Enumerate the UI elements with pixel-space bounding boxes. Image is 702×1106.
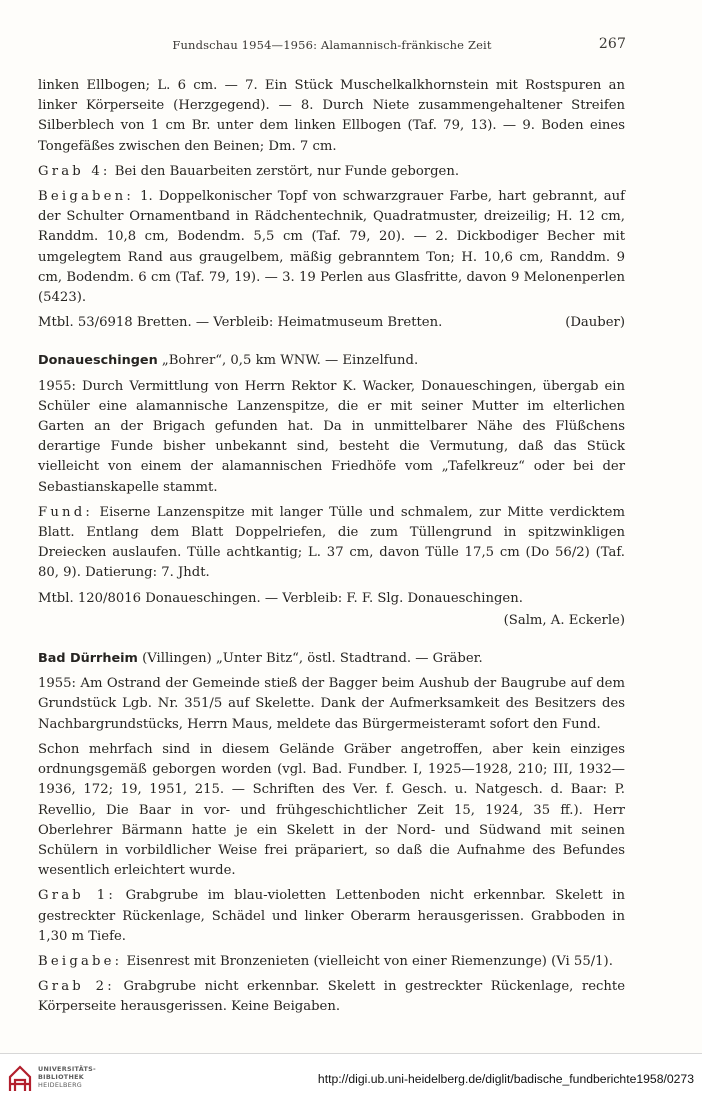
running-header [38,36,626,58]
permalink-url[interactable]: http://digi.ub.uni-heidelberg.de/diglit/badische_fundberichte1958/0273 [317,1072,694,1086]
duerrheim-grab1-label: Grab 1: [38,888,116,904]
duerrheim-grab2-text: Grabgrube nicht erkennbar. Skelett in gestreckter Rückenlage, rechte Körperseite herausgerissen. Keine Beigaben. [38,979,625,1015]
paragraph-donaueschingen-1955: 1955: Durch Vermittlung von Herrn Rektor K. Wacker, Donaueschingen, übergab ein Schüler eine alamannische Lanzenspitze, die er mit seiner Mutter im elterlichen Garten an der Brigach gefunden hat. Da in unmittelbarer Nähe des Flüßchens derartige Funde bisher unbekannt sind, besteht die Vermutung, daß das Stück vielleicht von einem der alamannischen Friedhöfe vom „Tafelkreuz“ oder bei der Sebastianskapelle stammt. [38,378,625,495]
beigaben-text: 1. Doppelkonischer Topf von schwarzgrauer Farbe, hart gebrannt, auf der Schulter Ornamentband in Rädchentechnik, Quadratmuster, dreizeilig; H. 12 cm, Randdm. 10,8 cm, Bodendm. 5,5 cm (Taf. 79, 20). — 2. Dickbodiger Becher mit umgelegtem Rand aus graugelbem, mäßig gebranntem Ton; H. 10,6 cm, Randdm. 9 cm, Bodendm. 6 cm (Taf. 79, 19). — 3. 19 Perlen aus Glasfritte, davon 9 Melonenperlen (5423). [38,189,625,306]
paragraph-fund [38,503,625,584]
library-name-line2: BIBLIOTHEK [38,1073,85,1081]
duerrheim-grab2-label: Grab 2: [38,979,115,995]
bretten-reference-text: Mtbl. 53/6918 Bretten. — Verbleib: Heimatmuseum Bretten. [38,315,443,331]
grab4-text: Bei den Bauarbeiten zerstört, nur Funde geborgen. [110,163,460,179]
paragraph-bretten-reference [38,313,625,333]
place-donaueschingen: Donaueschingen [38,353,158,369]
duerrheim-beigabe-text: Eisenrest mit Bronzenieten (vielleicht von einer Riemenzunge) (Vi 55/1). [122,953,613,969]
beigaben-label: Beigaben: [38,189,134,205]
page-number: 267 [598,36,626,52]
library-name [38,1065,96,1089]
fund-label: Fund: [38,504,94,520]
digitization-footer [0,1053,702,1106]
author-salm-eckerle: (Salm, A. Eckerle) [503,612,625,628]
grab4-label: Grab 4: [38,163,111,179]
paragraph-duerrheim-grab2 [38,977,625,1017]
paragraph-beigaben [38,187,625,308]
section-heading-donaueschingen [38,351,625,371]
paragraph-duerrheim-beigabe [38,952,625,972]
duerrheim-grab1-text: Grabgrube im blau-violetten Lettenboden nicht erkennbar. Skelett in gestreckter Rückenlage, Schädel und linker Oberarm herausgerissen. Grabboden in 1,30 m Tiefe. [38,888,625,944]
author-dauber: (Dauber) [565,315,625,331]
paragraph-grab3-continued: linken Ellbogen; L. 6 cm. — 7. Ein Stück Muschelkalkhornstein mit Rostspuren an linker Körperseite (Herzgegend). — 8. Durch Niete zusammengehaltener Streifen Silberblech von 1 cm Br. unter dem linken Ellbogen (Taf. 79, 13). — 9. Boden eines Tongefäßes zwischen den Beinen; Dm. 7 cm. [38,78,625,154]
page-body [38,76,625,1023]
paragraph-duerrheim-history: Schon mehrfach sind in diesem Gelände Gräber angetroffen, aber kein einziges ordnungsgemäß geborgen worden (vgl. Bad. Fundber. I, 1925—1928, 210; III, 1932—1936, 172; 19, 1951, 215. — Schriften des Ver. f. Gesch. u. Natgesch. d. Baar: P. Revellio, Die Baar in vor- und frühgeschichtlicher Zeit 15, 1924, 35 ff.). Herr Oberlehrer Bärmann hatte je ein Skelett in der Nord- und Südwand mit seinen Schülern in vorbildlicher Weise frei präpariert, so daß die Aufnahme des Befundes wesentlich erleichtert wurde. [38,741,625,879]
paragraph-grab4 [38,162,625,182]
paragraph-donaueschingen-reference: Mtbl. 120/8016 Donaueschingen. — Verbleib: F. F. Slg. Donaueschingen. [38,590,523,606]
place-bad-duerrheim: Bad Dürrheim [38,651,138,667]
library-name-line1: UNIVERSITÄTS- [38,1065,96,1073]
duerrheim-beigabe-label: Beigabe: [38,953,123,969]
paragraph-duerrheim-grab1 [38,886,625,947]
donaueschingen-heading-rest: „Bohrer“, 0,5 km WNW. — Einzelfund. [157,353,419,369]
running-title: Fundschau 1954—1956: Alamannisch-fränkische Zeit [172,38,492,52]
library-name-line3: HEIDELBERG [38,1081,83,1089]
university-library-logo-icon[interactable] [7,1064,33,1094]
paragraph-duerrheim-1955: 1955: Am Ostrand der Gemeinde stieß der Bagger beim Aushub der Baugrube auf dem Grundstück Lgb. Nr. 351/5 auf Skelette. Dank der Aufmerksamkeit des Besitzers des Nachbargrundstücks, Herrn Maus, meldete das Bürgermeisteramt sofort den Fund. [38,676,625,732]
section-heading-bad-duerrheim [38,649,625,669]
bad-duerrheim-heading-rest: (Villingen) „Unter Bitz“, östl. Stadtrand. — Gräber. [137,651,483,667]
fund-text: Eiserne Lanzenspitze mit langer Tülle und schmalem, zur Mitte verdicktem Blatt. Entlang dem Blatt Doppelriefen, die zum Tüllengrund in spitzwinkligen Dreiecken auslaufen. Tülle achtkantig; L. 37 cm, davon Tülle 17,5 cm (Do 56/2) (Taf. 80, 9). Datierung: 7. Jhdt. [38,504,625,581]
